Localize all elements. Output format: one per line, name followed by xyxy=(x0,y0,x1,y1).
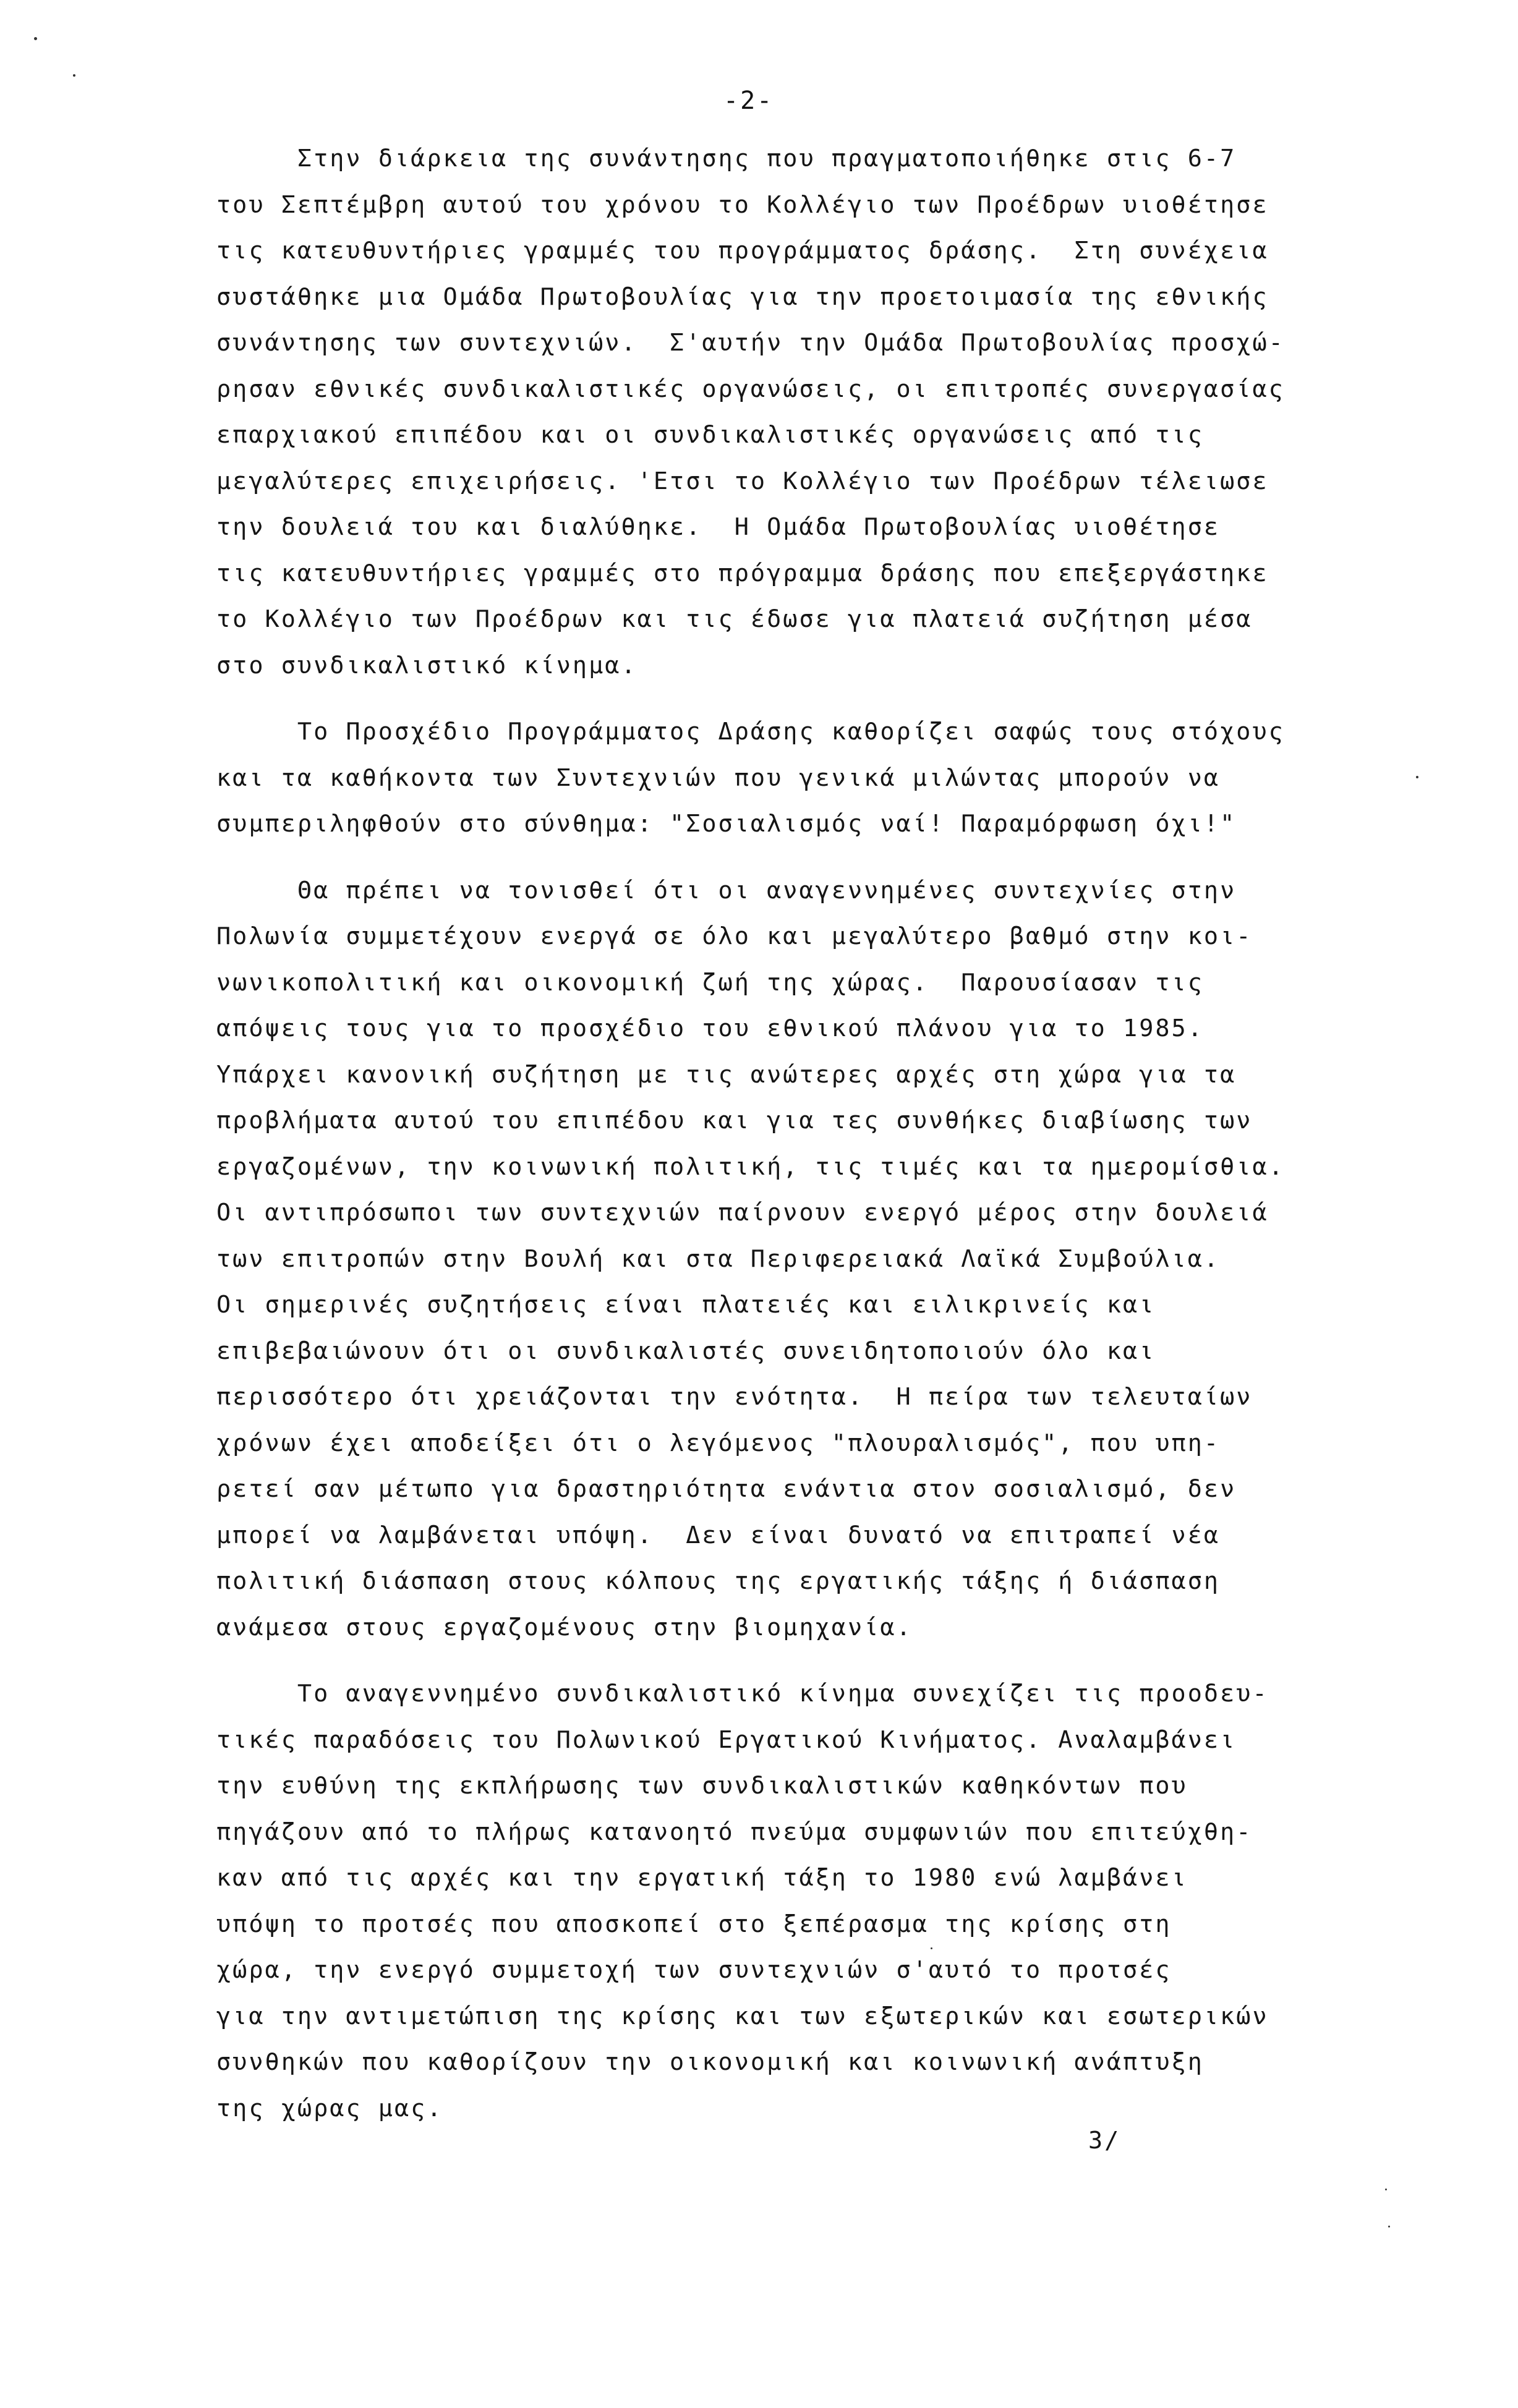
page-number: -2- xyxy=(723,87,774,115)
text-line: Πολωνία συμμετέχουν ενεργά σε όλο και μεγαλύτερο βαθμό στην κοι- xyxy=(216,922,1253,950)
text-line: τις κατευθυντήριες γραμμές του προγράμματος δράσης. Στη συνέχεια xyxy=(216,237,1269,265)
text-line: και τα καθήκοντα των Συντεχνιών που γενικά μιλώντας μπορούν να xyxy=(216,764,1221,792)
scan-speck xyxy=(1416,776,1418,778)
text-line: των επιτροπών στην Βουλή και στα Περιφερειακά Λαϊκά Συμβούλια. xyxy=(216,1244,1221,1273)
text-line: συνθηκών που καθορίζουν την οικονομική και κοινωνική ανάπτυξη xyxy=(216,2048,1204,2076)
text-line: εργαζομένων, την κοινωνική πολιτική, τις τιμές και τα ημερομίσθια. xyxy=(216,1152,1285,1181)
text-line: το Κολλέγιο των Προέδρων και τις έδωσε για πλατειά συζήτηση μέσα xyxy=(216,605,1253,633)
text-line: συστάθηκε μια Ομάδα Πρωτοβουλίας για την προετοιμασία της εθνικής xyxy=(216,283,1269,311)
text-line: για την αντιμετώπιση της κρίσης και των εξωτερικών και εσωτερικών xyxy=(216,2002,1269,2030)
scan-speck xyxy=(1385,2189,1387,2190)
text-line: συμπεριληφθούν στο σύνθημα: "Σοσιαλισμός ναί! Παραμόρφωση όχι!" xyxy=(216,810,1237,838)
text-line: τις κατευθυντήριες γραμμές στο πρόγραμμα δράσης που επεξεργάστηκε xyxy=(216,559,1269,587)
text-line: επαρχιακού επιπέδου και οι συνδικαλιστικές οργανώσεις από τις xyxy=(216,421,1204,449)
text-line: ανάμεσα στους εργαζομένους στην βιομηχανία. xyxy=(216,1613,913,1641)
text-line: την ευθύνη της εκπλήρωσης των συνδικαλιστικών καθηκόντων που xyxy=(216,1772,1188,1800)
scan-speck xyxy=(1388,2226,1390,2227)
paragraph-3 xyxy=(216,868,1453,1651)
continuation-marker: 3/ xyxy=(1088,2127,1121,2155)
text-line: απόψεις τους για το προσχέδιο του εθνικού πλάνου για το 1985. xyxy=(216,1015,1204,1042)
text-line: Οι αντιπρόσωποι των συντεχνιών παίρνουν ενεργό μέρος στην δουλειά xyxy=(216,1199,1269,1227)
text-line: του Σεπτέμβρη αυτού του χρόνου το Κολλέγιο των Προέδρων υιοθέτησε xyxy=(216,190,1269,219)
text-line: Στην διάρκεια της συνάντησης που πραγματοποιήθηκε στις 6-7 xyxy=(216,145,1237,172)
document-body xyxy=(216,136,1453,2152)
text-line: προβλήματα αυτού του επιπέδου και για τες συνθήκες διαβίωσης των xyxy=(216,1107,1253,1134)
text-line: στο συνδικαλιστικό κίνημα. xyxy=(216,651,637,679)
text-line: την δουλειά του και διαλύθηκε. Η Ομάδα Πρωτοβουλίας υιοθέτησε xyxy=(216,513,1221,541)
text-line: της χώρας μας. xyxy=(216,2094,443,2122)
scan-speck xyxy=(34,37,37,40)
text-line: πολιτική διάσπαση στους κόλπους της εργατικής τάξης ή διάσπαση xyxy=(216,1567,1221,1595)
text-line: μεγαλύτερες επιχειρήσεις. 'Ετσι το Κολλέγιο των Προέδρων τέλειωσε xyxy=(216,467,1269,495)
text-line: χρόνων έχει αποδείξει ότι ο λεγόμενος "πλουραλισμός", που υπη- xyxy=(216,1429,1221,1457)
text-line: ρησαν εθνικές συνδικαλιστικές οργανώσεις, οι επιτροπές συνεργασίας xyxy=(216,375,1285,403)
text-line: χώρα, την ενεργό συμμετοχή των συντεχνιών σ'αυτό το προτσές xyxy=(216,1956,1172,1984)
text-line: συνάντησης των συντεχνιών. Σ'αυτήν την Ομάδα Πρωτοβουλίας προσχώ- xyxy=(216,329,1285,357)
text-line: υπόψη το προτσές που αποσκοπεί στο ξεπέρασμα της κρίσης στη xyxy=(216,1910,1172,1938)
text-line: νωνικοπολιτική και οικονομική ζωή της χώρας. Παρουσίασαν τις xyxy=(216,968,1204,997)
text-line: περισσότερο ότι χρειάζονται την ενότητα. Η πείρα των τελευταίων xyxy=(216,1383,1253,1411)
text-line: καν από τις αρχές και την εργατική τάξη το 1980 ενώ λαμβάνει xyxy=(216,1864,1188,1892)
text-line: Οι σημερινές συζητήσεις είναι πλατειές και ειλικρινείς και xyxy=(216,1291,1156,1319)
text-line: μπορεί να λαμβάνεται υπόψη. Δεν είναι δυνατό να επιτραπεί νέα xyxy=(216,1521,1221,1549)
paragraph-2 xyxy=(216,709,1453,848)
paragraph-1 xyxy=(216,136,1453,689)
text-line: τικές παραδόσεις του Πολωνικού Εργατικού Κινήματος. Αναλαμβάνει xyxy=(216,1725,1237,1754)
paragraph-4 xyxy=(216,1671,1453,2132)
text-line: πηγάζουν από το πλήρως κατανοητό πνεύμα συμφωνιών που επιτεύχθη- xyxy=(216,1818,1253,1846)
text-line: Υπάρχει κανονική συζήτηση με τις ανώτερες αρχές στη χώρα για τα xyxy=(216,1060,1237,1089)
text-line: Θα πρέπει να τονισθεί ότι οι αναγεννημένες συντεχνίες στην xyxy=(216,876,1237,904)
scan-speck xyxy=(931,1947,932,1949)
text-line: επιβεβαιώνουν ότι οι συνδικαλιστές συνειδητοποιούν όλο και xyxy=(216,1337,1156,1365)
text-line: Το Προσχέδιο Προγράμματος Δράσης καθορίζει σαφώς τους στόχους xyxy=(216,718,1285,746)
text-line: ρετεί σαν μέτωπο για δραστηριότητα ενάντια στον σοσιαλισμό, δεν xyxy=(216,1475,1237,1503)
scan-speck xyxy=(73,74,75,77)
text-line: Το αναγεννημένο συνδικαλιστικό κίνημα συνεχίζει τις προοδευ- xyxy=(216,1680,1269,1708)
